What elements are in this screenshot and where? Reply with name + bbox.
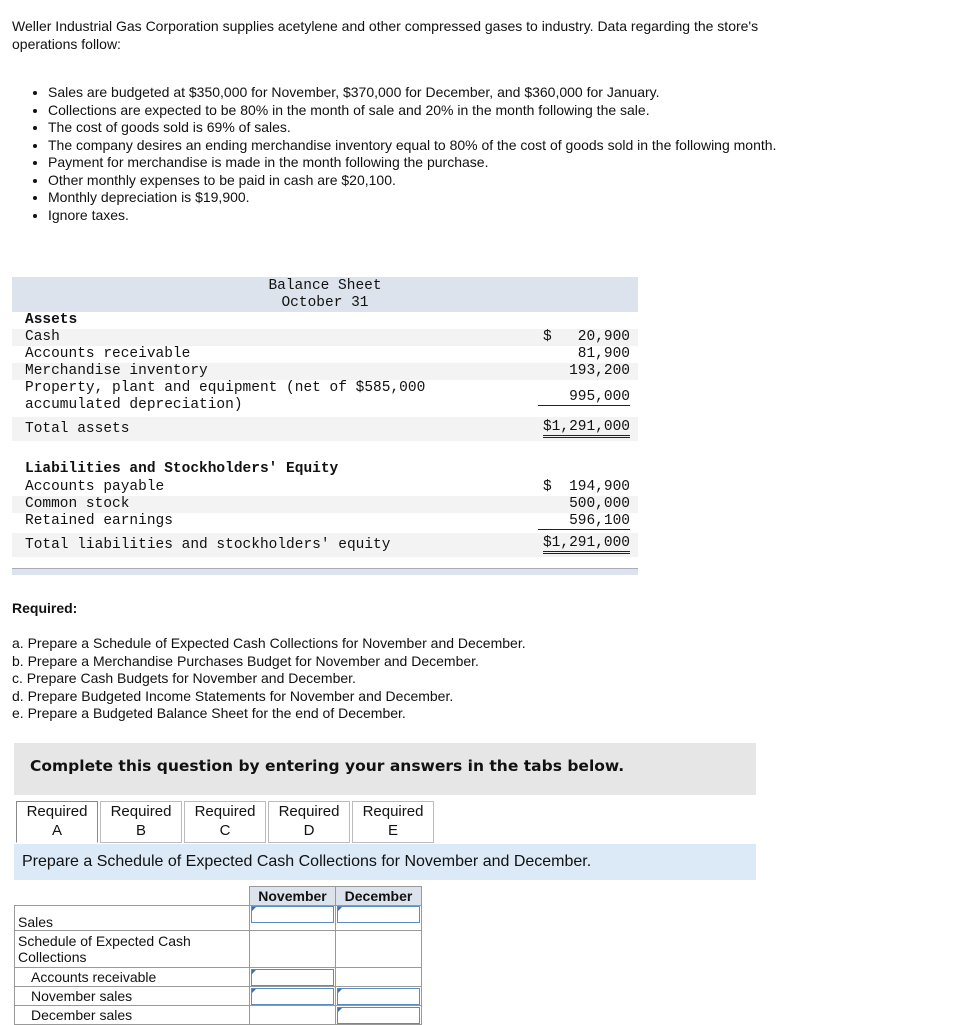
nov-sales-november-input[interactable] — [251, 988, 334, 1005]
col-november: November — [250, 887, 336, 906]
common-stock-label: Common stock — [25, 496, 130, 512]
nov-sales-december-input[interactable] — [337, 988, 420, 1005]
complete-banner — [14, 743, 756, 795]
table-row — [15, 968, 422, 987]
table-header-row — [15, 887, 422, 906]
dec-sales-december-input[interactable] — [337, 1007, 420, 1024]
ar-label: Accounts receivable — [25, 346, 191, 362]
list-item: • Ignore taxes. — [48, 207, 838, 225]
balance-sheet — [12, 277, 638, 577]
ap-label: Accounts payable — [25, 479, 165, 495]
row-schedule-label: Schedule of Expected Cash Collections — [15, 931, 250, 968]
col-december: December — [336, 887, 422, 906]
table-row — [15, 931, 422, 968]
problem-intro: Weller Industrial Gas Corporation supplies acetylene and other compressed gases to industry. Data regarding the store's operations follow: — [12, 18, 759, 52]
tab-label: Required — [26, 803, 88, 820]
tab-required-c[interactable] — [184, 801, 266, 843]
row-december-sales-label: December sales — [15, 1006, 250, 1025]
ar-value: 81,900 — [577, 346, 630, 362]
ar-november-input[interactable] — [251, 969, 334, 986]
tab-letter: C — [219, 822, 231, 839]
tab-required-d[interactable] — [268, 801, 350, 843]
tab-letter: E — [387, 822, 398, 839]
cash-label: Cash — [25, 329, 60, 345]
table-row — [15, 1006, 422, 1025]
required-item: c. Prepare Cash Budgets for November and December. — [12, 670, 356, 686]
retained-earnings-label: Retained earnings — [25, 513, 173, 529]
total-assets-value: $1,291,000 — [543, 419, 630, 438]
ppe-label-line2: accumulated depreciation) — [25, 397, 243, 413]
assets-heading: Assets — [25, 312, 78, 328]
assumptions-list — [22, 84, 838, 224]
tab-required-a[interactable] — [16, 801, 98, 843]
balance-sheet-footer-bar — [12, 568, 638, 575]
inventory-label: Merchandise inventory — [25, 363, 208, 379]
instruction-bar — [14, 844, 756, 880]
total-assets-label: Total assets — [25, 421, 130, 437]
common-stock-value: 500,000 — [569, 496, 630, 512]
balance-sheet-title: Balance Sheet — [268, 278, 382, 294]
ppe-value: 995,000 — [538, 389, 630, 406]
balance-sheet-date: October 31 — [281, 295, 369, 311]
list-item: • Other monthly expenses to be paid in cash are $20,100. — [48, 172, 838, 190]
sales-november-input[interactable] — [251, 906, 334, 923]
tab-label: Required — [110, 803, 172, 820]
required-item: d. Prepare Budgeted Income Statements for November and December. — [12, 687, 454, 704]
row-ar-label: Accounts receivable — [15, 968, 250, 987]
tab-letter: D — [303, 822, 315, 839]
tab-letter: B — [135, 822, 146, 839]
tab-required-e[interactable] — [352, 801, 434, 843]
cash-value: $ 20,900 — [542, 329, 630, 345]
tab-label: Required — [194, 803, 256, 820]
complete-banner-text: Complete this question by entering your answers in the tabs below. — [30, 757, 625, 775]
tab-required-b[interactable] — [100, 801, 182, 843]
liabilities-heading: Liabilities and Stockholders' Equity — [25, 461, 339, 477]
total-le-label: Total liabilities and stockholders' equity — [25, 537, 391, 553]
balance-sheet-header — [12, 277, 638, 312]
required-item: a. Prepare a Schedule of Expected Cash Collections for November and December. — [12, 635, 526, 651]
inventory-value: 193,200 — [569, 363, 630, 379]
required-list — [12, 635, 526, 723]
list-item: • Sales are budgeted at $350,000 for November, $370,000 for December, and $360,000 for January. — [48, 84, 838, 102]
tab-letter: A — [51, 822, 62, 839]
list-item: • The cost of goods sold is 69% of sales. — [48, 119, 838, 137]
row-sales-label: Sales — [15, 906, 250, 931]
ppe-label-line1: Property, plant and equipment (net of $585,000 — [25, 380, 426, 396]
table-row — [15, 906, 422, 931]
sales-december-input[interactable] — [337, 906, 420, 923]
tab-label: Required — [362, 803, 424, 820]
list-item: • Monthly depreciation is $19,900. — [48, 189, 838, 207]
ap-value: $ 194,900 — [542, 479, 630, 495]
cash-collections-table — [14, 886, 422, 1025]
required-item: e. Prepare a Budgeted Balance Sheet for the end of December. — [12, 705, 406, 721]
list-item: • The company desires an ending merchandise inventory equal to 80% of the cost of goods sold in the following month. — [48, 137, 838, 155]
total-le-value: $1,291,000 — [543, 535, 630, 554]
retained-earnings-value: 596,100 — [538, 513, 630, 530]
table-row — [15, 987, 422, 1006]
tab-label: Required — [278, 803, 340, 820]
list-item: • Payment for merchandise is made in the month following the purchase. — [48, 154, 838, 172]
required-item: b. Prepare a Merchandise Purchases Budget for November and December. — [12, 652, 479, 669]
list-item: • Collections are expected to be 80% in the month of sale and 20% in the month following the sale. — [48, 102, 838, 120]
required-title: Required: — [12, 600, 78, 616]
instruction-text: Prepare a Schedule of Expected Cash Collections for November and December. — [22, 853, 592, 870]
row-november-sales-label: November sales — [15, 987, 250, 1006]
